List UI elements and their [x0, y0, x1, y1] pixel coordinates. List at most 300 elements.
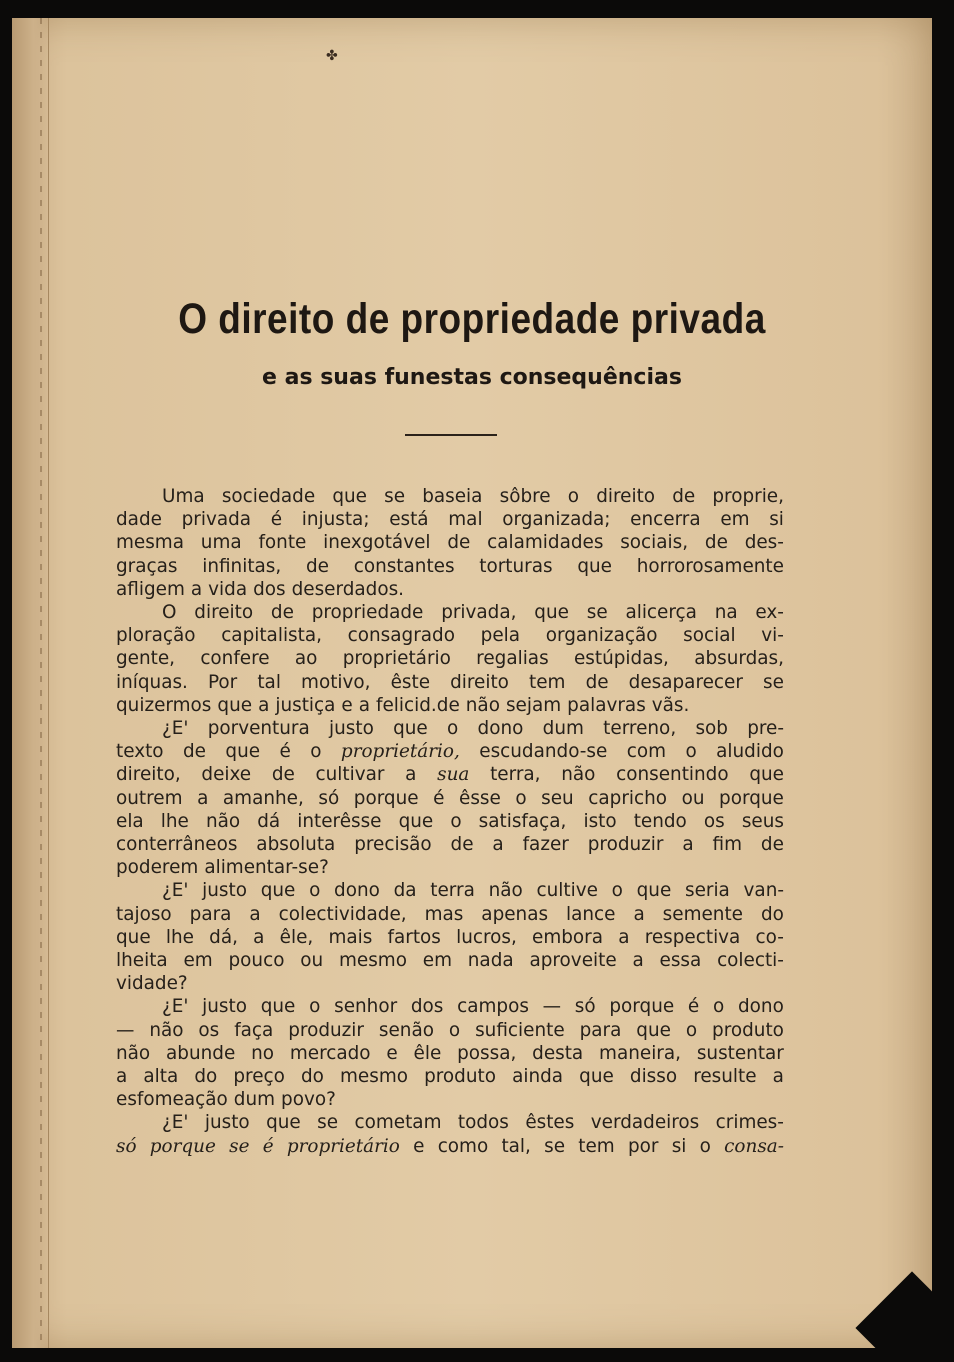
word: ou	[681, 787, 705, 809]
word: que	[636, 880, 672, 902]
word: seria	[684, 880, 730, 902]
word: graças	[116, 555, 178, 577]
word: tal	[257, 671, 281, 693]
word: êste	[390, 671, 431, 693]
word: mercado	[289, 1042, 371, 1064]
word: ainda	[512, 1066, 564, 1088]
text-line	[116, 1019, 784, 1042]
page-subtitle: e as suas funestas consequências	[262, 365, 682, 390]
text-line	[116, 1042, 784, 1065]
word: a	[633, 903, 645, 925]
text-line	[116, 671, 784, 694]
word: satisfaça,	[478, 810, 567, 832]
word: não	[561, 764, 596, 786]
word: dá,	[209, 926, 238, 948]
word: sociedade	[221, 486, 316, 507]
word: pela	[480, 625, 521, 647]
word: van-	[743, 880, 784, 902]
word: a	[358, 694, 371, 716]
word: produzir	[288, 1019, 364, 1041]
word: a	[618, 926, 630, 948]
word: de	[585, 671, 609, 693]
word: não	[116, 1042, 151, 1064]
word: êstes	[525, 1112, 575, 1134]
word: não	[488, 880, 523, 902]
word: o	[567, 486, 580, 507]
word: mais	[328, 926, 373, 948]
word: preço	[233, 1066, 285, 1088]
word: ex-	[755, 602, 784, 624]
word: que	[636, 1019, 671, 1041]
printer-ornament: ✤	[326, 48, 338, 64]
word: a	[116, 1066, 128, 1088]
word: suficiente	[475, 1019, 565, 1041]
word: se	[384, 486, 406, 507]
word: justo	[204, 1112, 250, 1134]
word: de	[760, 834, 784, 856]
word: a	[249, 903, 261, 925]
word: absurdas,	[694, 648, 784, 670]
word: é	[270, 509, 283, 531]
text-line	[116, 1111, 784, 1134]
word: consa-	[724, 1135, 784, 1157]
word: a	[405, 764, 417, 786]
word: o	[447, 718, 459, 740]
word: em	[422, 950, 452, 972]
word: campos	[457, 996, 529, 1018]
word: justo	[202, 880, 247, 902]
word: texto	[116, 741, 164, 763]
word: tal,	[501, 1135, 531, 1157]
text-line	[116, 763, 784, 786]
word: uma	[200, 532, 242, 554]
text-line	[116, 647, 784, 670]
word: se	[229, 1135, 250, 1157]
word: a	[190, 578, 203, 600]
word: o	[611, 880, 623, 902]
word: abunde	[166, 1042, 236, 1064]
word: ¿E'	[162, 1112, 189, 1134]
word: Uma	[162, 486, 205, 507]
word: colectividade,	[278, 903, 407, 925]
word: com	[626, 741, 667, 763]
word: seu	[541, 787, 574, 809]
text-line	[116, 1135, 784, 1158]
word: ¿E'	[162, 880, 189, 902]
word: a	[772, 1066, 784, 1088]
text-line	[116, 879, 784, 902]
word: embora	[532, 926, 604, 948]
text-line	[116, 787, 784, 810]
word: se	[317, 1112, 339, 1134]
text-line	[116, 578, 784, 601]
word: dá	[257, 810, 281, 832]
word: a	[492, 834, 504, 856]
word: alicerça	[625, 602, 697, 624]
text-line	[116, 926, 784, 949]
word: direito	[194, 602, 254, 624]
word: capricho	[588, 787, 668, 809]
word: sustentar	[696, 1042, 784, 1064]
word: poderem	[116, 857, 199, 879]
word: o	[450, 810, 462, 832]
word: terreno,	[603, 718, 677, 740]
text-line	[116, 624, 784, 647]
word: dade	[116, 509, 162, 531]
word: de	[182, 741, 206, 763]
word: porque	[609, 996, 675, 1018]
word: não	[205, 810, 241, 832]
word: conterrâneos	[116, 834, 238, 856]
word: Por	[208, 671, 238, 693]
word: que	[217, 694, 253, 716]
word: a	[253, 926, 265, 948]
word: por	[627, 1135, 659, 1157]
word: o	[699, 1135, 711, 1157]
word: se	[544, 1135, 566, 1157]
word: privada	[181, 509, 252, 531]
word: na	[714, 602, 738, 624]
word: infinitas,	[202, 555, 282, 577]
word: os	[703, 810, 725, 832]
word: palavras	[567, 694, 646, 716]
word: verdadeiros	[590, 1112, 700, 1134]
text-line	[116, 740, 784, 763]
word: cultivar	[315, 764, 385, 786]
word: que	[579, 1066, 614, 1088]
word: dum	[542, 718, 584, 740]
text-line	[116, 995, 784, 1018]
word: de	[672, 486, 696, 507]
word: produzir	[587, 834, 664, 856]
word: ela	[116, 810, 144, 832]
word: resulte	[693, 1066, 757, 1088]
word: não	[465, 694, 500, 716]
word: ¿E'	[162, 718, 189, 740]
word: si	[671, 1135, 687, 1157]
word: vidade?	[116, 973, 188, 995]
word: tem	[578, 1135, 615, 1157]
word: só	[318, 787, 340, 809]
word: semente	[662, 903, 743, 925]
word: que	[577, 555, 612, 577]
word: aludido	[716, 741, 784, 763]
word: —	[542, 996, 562, 1018]
word: mesmo	[340, 1066, 408, 1088]
word: lhe	[165, 926, 194, 948]
word: estúpidas,	[573, 648, 669, 670]
word: si	[769, 509, 784, 531]
word: faça	[234, 1019, 274, 1041]
word: interêsse	[297, 810, 382, 832]
word: porventura	[207, 718, 310, 740]
word: terra,	[490, 764, 541, 786]
word: proprietário,	[340, 741, 460, 763]
word: cultive	[536, 880, 598, 902]
word: povo?	[281, 1089, 336, 1111]
word: se	[763, 671, 784, 693]
word: tajoso	[116, 903, 172, 925]
word: fim	[712, 834, 743, 856]
word: lhe	[160, 810, 189, 832]
binding-stitches	[40, 18, 42, 1348]
word: torturas	[479, 555, 553, 577]
text-line	[116, 833, 784, 856]
word: possa,	[457, 1042, 517, 1064]
word: que	[534, 602, 569, 624]
word: proprie,	[712, 486, 784, 507]
word: felicid.de	[376, 694, 460, 716]
word: cometam	[354, 1112, 442, 1134]
text-line	[116, 508, 784, 531]
word: é	[262, 1135, 274, 1157]
word: o	[448, 1019, 461, 1041]
word: o	[685, 1019, 698, 1041]
word: do	[300, 1066, 324, 1088]
word: que	[393, 718, 428, 740]
text-line	[116, 856, 784, 879]
word: êle	[413, 1042, 442, 1064]
word: mal	[448, 509, 483, 531]
word: absoluta	[256, 834, 336, 856]
word: privada,	[441, 602, 517, 624]
word: desaparecer	[628, 671, 743, 693]
word: no	[251, 1042, 275, 1064]
word: pouco	[228, 950, 285, 972]
text-line	[116, 1088, 784, 1111]
word: o	[309, 996, 321, 1018]
document-page	[12, 18, 932, 1348]
word: sociais,	[620, 532, 689, 554]
word: co-	[755, 926, 784, 948]
word: justiça	[275, 694, 336, 716]
word: regalias	[476, 648, 549, 670]
word: e	[341, 694, 353, 716]
text-line	[116, 694, 784, 717]
word: é	[687, 996, 700, 1018]
word: quizermos	[116, 694, 212, 716]
word: deserdados.	[291, 578, 405, 600]
word: calamidades	[487, 532, 604, 554]
word: ou	[300, 950, 324, 972]
word: da	[393, 880, 417, 902]
word: fonte	[258, 532, 307, 554]
word: justo	[202, 996, 247, 1018]
word: isto	[583, 810, 617, 832]
word: em	[720, 509, 750, 531]
word: —	[116, 1019, 135, 1041]
word: confere	[200, 648, 270, 670]
word: direito,	[116, 764, 181, 786]
word: afligem	[116, 578, 185, 600]
word: a	[197, 787, 209, 809]
word: porque	[719, 787, 784, 809]
word: alta	[143, 1066, 179, 1088]
word: mesma	[116, 532, 184, 554]
word: e	[413, 1135, 425, 1157]
word: de	[447, 532, 471, 554]
word: baseia	[422, 486, 483, 507]
word: a	[632, 950, 644, 972]
word: consentindo	[616, 764, 729, 786]
word: de	[450, 834, 474, 856]
word: organizada;	[502, 509, 611, 531]
torn-corner	[855, 1271, 932, 1348]
word: injusta;	[301, 509, 370, 531]
text-line	[116, 810, 784, 833]
word: só	[574, 996, 596, 1018]
word: está	[389, 509, 429, 531]
word: propriedade	[311, 602, 424, 624]
word: amanhe,	[222, 787, 304, 809]
word: sua	[437, 764, 470, 786]
word: de	[305, 555, 329, 577]
word: respectiva	[644, 926, 741, 948]
word: dono	[477, 718, 524, 740]
word: não	[149, 1019, 184, 1041]
word: disso	[629, 1066, 678, 1088]
word: êle,	[279, 926, 314, 948]
word: que	[260, 880, 296, 902]
word: o	[685, 741, 697, 763]
word: outrem	[116, 787, 183, 809]
word: ¿E'	[162, 996, 189, 1018]
word: capitalista,	[221, 625, 322, 647]
word: como	[437, 1135, 489, 1157]
word: que	[225, 741, 261, 763]
text-line	[116, 531, 784, 554]
word: é	[279, 741, 291, 763]
text-line	[116, 949, 784, 972]
word: vi-	[761, 625, 784, 647]
word: precisão	[354, 834, 432, 856]
word: ao	[294, 648, 318, 670]
title-divider	[405, 434, 497, 436]
word: que	[398, 810, 434, 832]
word: seus	[741, 810, 784, 832]
word: des-	[744, 532, 784, 554]
word: proprietário	[286, 1135, 400, 1157]
word: tendo	[633, 810, 687, 832]
word: senhor	[334, 996, 398, 1018]
word: que	[116, 926, 151, 948]
word: sejam	[505, 694, 562, 716]
word: a	[258, 694, 270, 716]
word: para	[189, 903, 232, 925]
page-title: O direito de propriedade privada	[178, 295, 766, 343]
word: a	[682, 834, 694, 856]
word: do	[760, 903, 784, 925]
word: o	[515, 787, 527, 809]
word: desta	[532, 1042, 584, 1064]
word: produto	[424, 1066, 496, 1088]
word: escudando-se	[479, 741, 608, 763]
text-line	[116, 972, 784, 995]
word: esfomeação	[116, 1089, 228, 1111]
word: motivo,	[301, 671, 371, 693]
word: aproveite	[529, 950, 617, 972]
word: dos	[253, 578, 286, 600]
word: crimes-	[715, 1112, 784, 1134]
word: social	[683, 625, 736, 647]
word: dos	[410, 996, 444, 1018]
word: em	[183, 950, 213, 972]
word: fartos	[387, 926, 441, 948]
word: o	[310, 741, 322, 763]
word: de	[271, 764, 295, 786]
word: proprietário	[342, 648, 451, 670]
word: alimentar-se?	[204, 857, 329, 879]
word: ploração	[116, 625, 196, 647]
word: é	[433, 787, 445, 809]
word: lance	[566, 903, 616, 925]
word: do	[194, 1066, 218, 1088]
text-line	[116, 601, 784, 624]
word: justo	[329, 718, 374, 740]
word: gente,	[116, 648, 176, 670]
text-line	[116, 555, 784, 578]
word: direito	[450, 671, 509, 693]
word: o	[309, 880, 321, 902]
page-binding	[12, 18, 49, 1348]
word: maneira,	[599, 1042, 681, 1064]
word: o	[712, 996, 725, 1018]
word: de	[704, 532, 728, 554]
word: e	[386, 1042, 398, 1064]
word: encerra	[630, 509, 701, 531]
word: constantes	[353, 555, 455, 577]
word: O	[162, 602, 177, 624]
word: que	[260, 996, 296, 1018]
word: só	[116, 1135, 137, 1157]
word: tem	[529, 671, 566, 693]
word: produto	[712, 1019, 784, 1041]
word: organização	[545, 625, 658, 647]
word: lucros,	[456, 926, 517, 948]
word: colecti-	[717, 950, 784, 972]
word: senão	[378, 1019, 434, 1041]
word: dono	[334, 880, 380, 902]
text-line	[116, 1065, 784, 1088]
word: de	[270, 602, 294, 624]
word: mas	[424, 903, 464, 925]
word: os	[198, 1019, 220, 1041]
word: pre-	[747, 718, 784, 740]
word: terra	[430, 880, 475, 902]
text-line	[116, 485, 784, 508]
word: mesmo	[338, 950, 407, 972]
word: sôbre	[499, 486, 551, 507]
word: consagrado	[347, 625, 455, 647]
word: que	[332, 486, 367, 507]
word: êsse	[459, 787, 501, 809]
word: dono	[737, 996, 784, 1018]
word: dum	[233, 1089, 276, 1111]
word: direito	[596, 486, 656, 507]
word: porque	[149, 1135, 216, 1157]
word: nada	[467, 950, 514, 972]
word: se	[586, 602, 608, 624]
word: todos	[457, 1112, 509, 1134]
word: inexgotável	[323, 532, 431, 554]
word: para	[579, 1019, 622, 1041]
word: vãs.	[651, 694, 690, 716]
word: iníquas.	[116, 671, 188, 693]
word: deixe	[201, 764, 252, 786]
word: horrorosamente	[636, 555, 784, 577]
text-line	[116, 717, 784, 740]
word: vida	[208, 578, 248, 600]
